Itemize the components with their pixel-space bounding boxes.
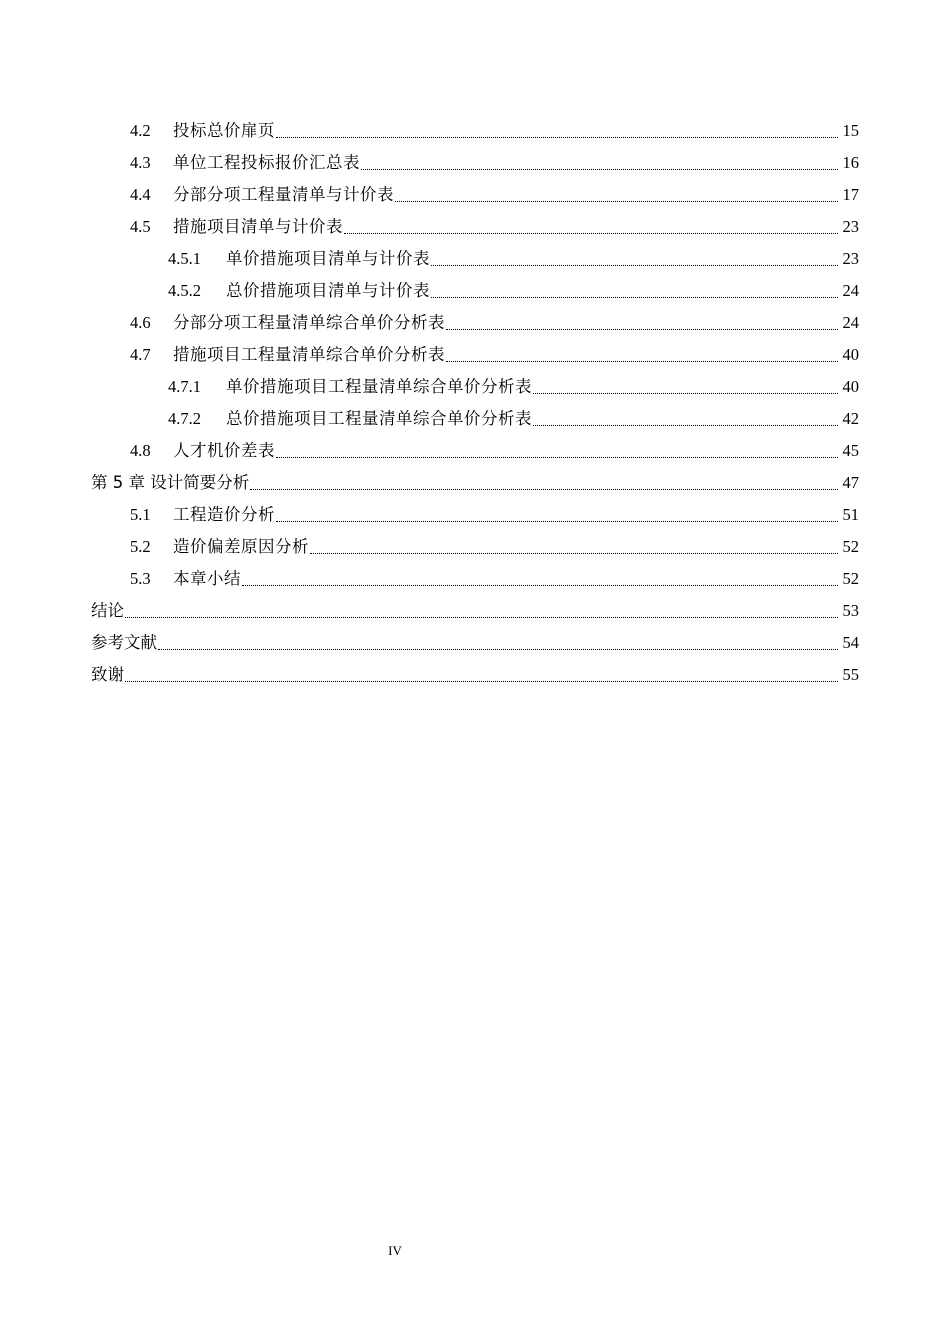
toc-title: 参考文献 — [91, 633, 157, 652]
toc-entry-references[interactable] — [0, 627, 950, 659]
dot-leader — [361, 147, 838, 179]
toc-title: 单价措施项目工程量清单综合单价分析表 — [226, 377, 532, 396]
toc-title: 工程造价分析 — [173, 505, 275, 524]
toc-title: 总价措施项目清单与计价表 — [226, 281, 430, 300]
toc-entry-4-8[interactable] — [0, 435, 950, 467]
dot-leader — [533, 403, 838, 435]
toc-entry-4-4[interactable] — [0, 179, 950, 211]
toc-entry-4-5[interactable] — [0, 211, 950, 243]
toc-entry-acknowledgements[interactable] — [0, 659, 950, 691]
dot-leader — [242, 563, 838, 595]
toc-page: 17 — [842, 185, 859, 204]
toc-page: 23 — [842, 217, 859, 236]
dot-leader — [446, 339, 838, 371]
toc-entry-4-5-2[interactable] — [0, 275, 950, 307]
toc-page: 51 — [842, 505, 859, 524]
toc-entry-chapter-5[interactable] — [0, 467, 950, 499]
toc-entry-5-2[interactable] — [0, 531, 950, 563]
toc-entry-5-3[interactable] — [0, 563, 950, 595]
toc-page: 53 — [842, 601, 859, 620]
toc-page: 55 — [842, 665, 859, 684]
dot-leader — [310, 531, 838, 563]
toc-page: 15 — [842, 121, 859, 140]
toc-number: 4.7.1 — [168, 377, 201, 396]
toc-title: 单价措施项目清单与计价表 — [226, 249, 430, 268]
table-of-contents — [0, 115, 950, 691]
dot-leader — [125, 595, 838, 627]
page-number-footer: IV — [388, 1243, 402, 1258]
toc-number: 4.5 — [130, 217, 151, 236]
dot-leader — [276, 115, 838, 147]
toc-title: 本章小结 — [173, 569, 241, 588]
toc-entry-4-6[interactable] — [0, 307, 950, 339]
toc-entry-4-7[interactable] — [0, 339, 950, 371]
toc-entry-4-3[interactable] — [0, 147, 950, 179]
toc-title: 单位工程投标报价汇总表 — [173, 153, 360, 172]
dot-leader — [431, 275, 838, 307]
toc-title: 分部分项工程量清单与计价表 — [173, 185, 394, 204]
toc-number: 4.5.2 — [168, 281, 201, 300]
dot-leader — [250, 467, 838, 499]
dot-leader — [276, 499, 838, 531]
dot-leader — [395, 179, 838, 211]
dot-leader — [276, 435, 838, 467]
toc-page: 45 — [842, 441, 859, 460]
toc-entry-5-1[interactable] — [0, 499, 950, 531]
toc-number: 4.2 — [130, 121, 151, 140]
toc-entry-4-5-1[interactable] — [0, 243, 950, 275]
toc-title: 分部分项工程量清单综合单价分析表 — [173, 313, 445, 332]
toc-entry-4-7-2[interactable] — [0, 403, 950, 435]
dot-leader — [158, 627, 838, 659]
dot-leader — [446, 307, 838, 339]
dot-leader — [533, 371, 838, 403]
toc-page: 52 — [842, 569, 859, 588]
toc-page: 24 — [842, 313, 859, 332]
toc-page: 42 — [842, 409, 859, 428]
toc-page: 16 — [842, 153, 859, 172]
toc-title: 人才机价差表 — [173, 441, 275, 460]
toc-title: 投标总价扉页 — [173, 121, 275, 140]
toc-number: 5.3 — [130, 569, 151, 588]
toc-page: 23 — [842, 249, 859, 268]
toc-number: 5.1 — [130, 505, 151, 524]
dot-leader — [125, 659, 838, 691]
toc-title: 措施项目清单与计价表 — [173, 217, 343, 236]
toc-page: 47 — [842, 473, 859, 492]
toc-title: 第 5 章 设计简要分析 — [91, 473, 250, 492]
toc-title: 造价偏差原因分析 — [173, 537, 309, 556]
toc-number: 4.8 — [130, 441, 151, 460]
toc-page: 40 — [842, 345, 859, 364]
toc-number: 5.2 — [130, 537, 151, 556]
toc-number: 4.3 — [130, 153, 151, 172]
toc-title: 致谢 — [91, 665, 124, 684]
toc-number: 4.4 — [130, 185, 151, 204]
toc-entry-4-7-1[interactable] — [0, 371, 950, 403]
toc-page: 52 — [842, 537, 859, 556]
dot-leader — [344, 211, 838, 243]
toc-title: 总价措施项目工程量清单综合单价分析表 — [226, 409, 532, 428]
toc-number: 4.6 — [130, 313, 151, 332]
dot-leader — [431, 243, 838, 275]
toc-page: 24 — [842, 281, 859, 300]
toc-page: 54 — [842, 633, 859, 652]
toc-number: 4.7.2 — [168, 409, 201, 428]
toc-page: 40 — [842, 377, 859, 396]
toc-title: 结论 — [91, 601, 124, 620]
toc-number: 4.5.1 — [168, 249, 201, 268]
toc-entry-conclusion[interactable] — [0, 595, 950, 627]
toc-title: 措施项目工程量清单综合单价分析表 — [173, 345, 445, 364]
toc-entry-4-2[interactable] — [0, 115, 950, 147]
toc-number: 4.7 — [130, 345, 151, 364]
